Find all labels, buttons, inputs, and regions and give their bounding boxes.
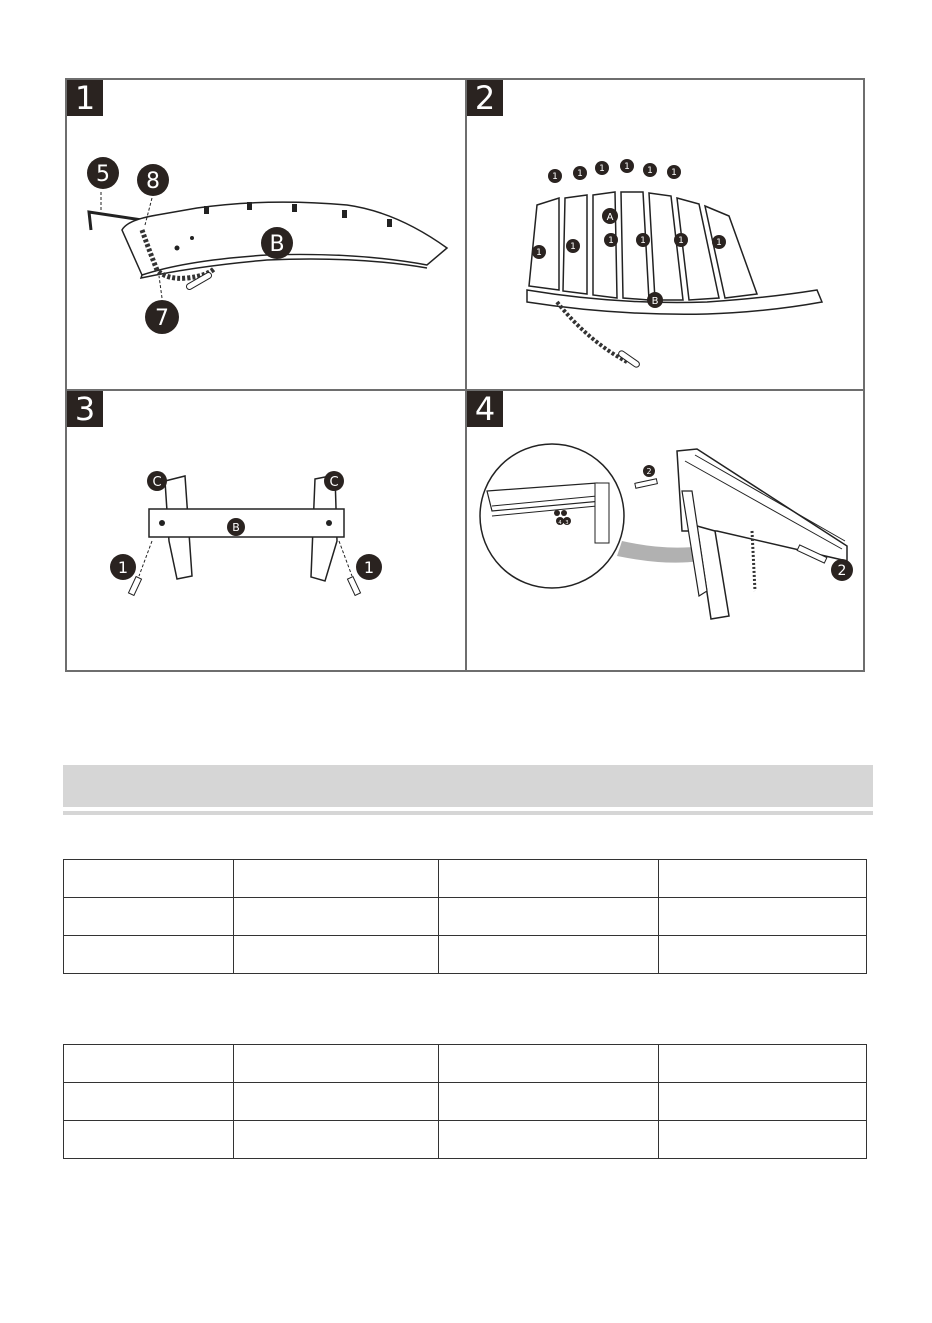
svg-text:A: A bbox=[606, 212, 614, 223]
bolt-icon bbox=[635, 479, 658, 488]
svg-text:1: 1 bbox=[552, 172, 558, 182]
svg-text:2: 2 bbox=[837, 563, 847, 579]
screw-right-icon bbox=[347, 577, 360, 596]
svg-text:8: 8 bbox=[146, 169, 160, 194]
table-cell bbox=[659, 860, 867, 898]
svg-text:7: 7 bbox=[155, 306, 169, 331]
table-row bbox=[64, 1121, 867, 1159]
table-cell bbox=[439, 936, 659, 974]
svg-text:1: 1 bbox=[117, 558, 129, 577]
svg-text:1: 1 bbox=[570, 242, 576, 252]
svg-text:2: 2 bbox=[646, 467, 652, 476]
step-1-panel bbox=[67, 80, 467, 391]
svg-text:3: 3 bbox=[565, 520, 569, 526]
table-cell bbox=[234, 860, 439, 898]
step-4-illustration bbox=[467, 391, 863, 670]
table-cell bbox=[439, 860, 659, 898]
assembly-steps-grid bbox=[65, 78, 865, 672]
spec-table-1 bbox=[63, 859, 867, 974]
table-cell bbox=[439, 1083, 659, 1121]
svg-text:5: 5 bbox=[96, 162, 110, 187]
table-cell bbox=[64, 1045, 234, 1083]
table-cell bbox=[64, 1121, 234, 1159]
svg-text:1: 1 bbox=[536, 248, 542, 258]
board-b-shape bbox=[149, 509, 344, 537]
svg-text:4: 4 bbox=[558, 520, 562, 526]
step-2-number: 2 bbox=[467, 80, 503, 116]
table-cell bbox=[659, 898, 867, 936]
table-cell bbox=[234, 1045, 439, 1083]
table-cell bbox=[64, 860, 234, 898]
svg-text:1: 1 bbox=[363, 558, 375, 577]
section-divider bbox=[63, 811, 873, 815]
table-cell bbox=[234, 1121, 439, 1159]
spec-table-2 bbox=[63, 1044, 867, 1159]
svg-text:1: 1 bbox=[640, 236, 646, 246]
svg-text:B: B bbox=[651, 296, 659, 307]
table-cell bbox=[659, 1121, 867, 1159]
svg-text:B: B bbox=[269, 232, 285, 257]
table-row bbox=[64, 860, 867, 898]
table-cell bbox=[64, 1083, 234, 1121]
svg-text:1: 1 bbox=[599, 164, 605, 174]
step-1-number: 1 bbox=[67, 80, 103, 116]
table-cell bbox=[659, 936, 867, 974]
svg-text:C: C bbox=[152, 475, 162, 490]
table-row bbox=[64, 898, 867, 936]
svg-text:B: B bbox=[232, 521, 240, 534]
step-3-illustration bbox=[67, 391, 467, 670]
svg-text:1: 1 bbox=[624, 162, 630, 172]
screw-left-icon bbox=[128, 577, 141, 596]
table-row bbox=[64, 936, 867, 974]
table-cell bbox=[659, 1045, 867, 1083]
step-4-panel bbox=[467, 391, 863, 670]
zoom-pointer bbox=[617, 541, 702, 563]
table-cell bbox=[234, 936, 439, 974]
step-3-number: 3 bbox=[67, 391, 103, 427]
table-cell bbox=[659, 1083, 867, 1121]
svg-text:1: 1 bbox=[577, 169, 583, 179]
step-4-number: 4 bbox=[467, 391, 503, 427]
table-row bbox=[64, 1083, 867, 1121]
table-cell bbox=[234, 898, 439, 936]
table-row bbox=[64, 1045, 867, 1083]
svg-text:1: 1 bbox=[647, 166, 653, 176]
step-3-panel bbox=[67, 391, 467, 670]
step-1-illustration bbox=[67, 80, 467, 391]
step-2-illustration bbox=[467, 80, 863, 391]
table-cell bbox=[64, 936, 234, 974]
svg-text:C: C bbox=[329, 475, 339, 490]
table-cell bbox=[439, 898, 659, 936]
table-cell bbox=[64, 898, 234, 936]
table-cell bbox=[234, 1083, 439, 1121]
svg-text:1: 1 bbox=[716, 238, 722, 248]
step-2-panel bbox=[467, 80, 863, 391]
table-cell bbox=[439, 1045, 659, 1083]
table-cell bbox=[439, 1121, 659, 1159]
svg-text:1: 1 bbox=[671, 168, 677, 178]
section-heading-bar bbox=[63, 765, 873, 807]
svg-text:1: 1 bbox=[678, 236, 684, 246]
svg-text:1: 1 bbox=[608, 236, 614, 246]
